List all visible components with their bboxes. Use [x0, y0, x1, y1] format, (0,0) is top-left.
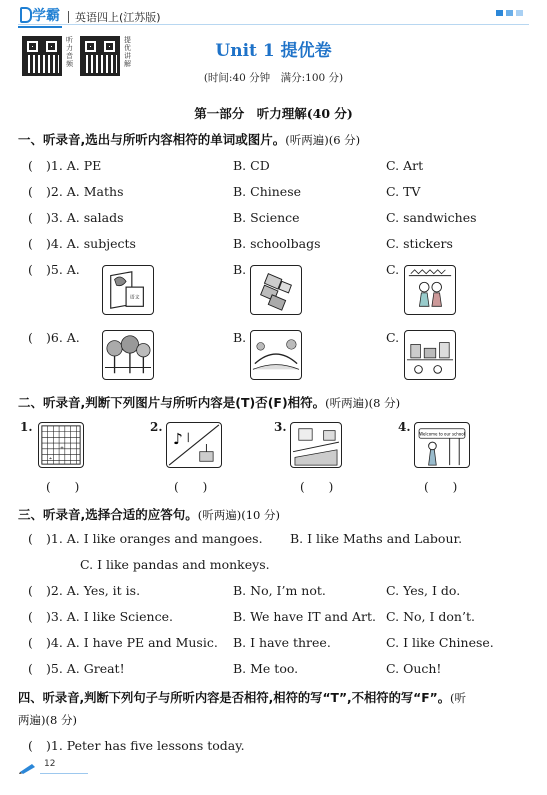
- qr-label-audio: 听力音频: [66, 36, 73, 68]
- answer-paren[interactable]: (: [28, 635, 33, 650]
- sign-text: Welcome to our school: [419, 431, 465, 437]
- option-c: C. Ouch!: [386, 661, 442, 676]
- option-b: B. We have IT and Art.: [233, 609, 376, 624]
- option-b: B. No, I’m not.: [233, 583, 326, 598]
- picture-art-book[interactable]: [102, 265, 154, 315]
- picture-timetable[interactable]: [38, 422, 84, 468]
- answer-paren[interactable]: (: [28, 210, 33, 225]
- s2-label-4: 4.: [398, 420, 411, 434]
- timetable-plus: +: [59, 445, 64, 451]
- option-c: C.: [386, 262, 400, 277]
- s3-item-1-c: C. I like pandas and monkeys.: [80, 557, 270, 572]
- section1-heading: [18, 130, 360, 148]
- brand-divider: [68, 11, 69, 23]
- option-a: )1. A. I like oranges and mangoes.: [46, 531, 263, 546]
- option-c: C. Yes, I do.: [386, 583, 461, 598]
- option-b: B. I like Maths and Labour.: [290, 531, 463, 546]
- section2-heading: [18, 393, 400, 411]
- option-b: B. Me too.: [233, 661, 299, 676]
- picture-bridge[interactable]: [250, 330, 302, 380]
- s2-label-1: 1.: [20, 420, 33, 434]
- option-a: )5. A.: [46, 262, 80, 277]
- answer-paren[interactable]: (: [28, 661, 33, 676]
- section4-note-line: [18, 712, 77, 728]
- picture-welcome-sign[interactable]: [414, 422, 470, 468]
- answer-paren[interactable]: (: [28, 236, 33, 251]
- picture-street[interactable]: [404, 330, 456, 380]
- page-title: Unit 1 提优卷: [215, 41, 332, 61]
- option-a: )4. A. subjects: [46, 236, 136, 251]
- header-divider: [18, 24, 529, 25]
- option-c: C. No, I don’t.: [386, 609, 475, 624]
- s2-label-3: 3.: [274, 420, 287, 434]
- picture-trees[interactable]: [102, 330, 154, 380]
- picture-schoolbags[interactable]: [250, 265, 302, 315]
- section1-note: (听两遍)(6 分): [285, 133, 361, 147]
- option-b: B. Chinese: [233, 184, 302, 199]
- section3-note: (听两遍)(10 分): [197, 508, 280, 522]
- option-c: C. TV: [386, 184, 421, 199]
- option-a: )2. A. Maths: [46, 184, 124, 199]
- picture-classroom[interactable]: [290, 422, 342, 468]
- option-b: B.: [233, 330, 247, 345]
- answer-paren[interactable]: (: [28, 738, 33, 753]
- option-b: B. Science: [233, 210, 300, 225]
- svg-text:♪: ♪: [172, 430, 183, 449]
- section4-note: 两遍)(8 分): [18, 713, 77, 727]
- option-c: C. stickers: [386, 236, 453, 251]
- section3-heading: [18, 505, 280, 523]
- option-c: C.: [386, 330, 400, 345]
- s2-answer-1[interactable]: ( ): [46, 480, 80, 494]
- section2-note: (听两遍)(8 分): [325, 396, 401, 410]
- answer-paren[interactable]: (: [28, 583, 33, 598]
- answer-paren[interactable]: (: [28, 158, 33, 173]
- option-a: )4. A. I have PE and Music.: [46, 635, 218, 650]
- option-a: )2. A. Yes, it is.: [46, 583, 141, 598]
- pencil-icon: [18, 762, 38, 777]
- header-dots: [496, 10, 523, 16]
- exam-meta: (时间:40 分钟 满分:100 分): [203, 72, 344, 84]
- option-b: B. I have three.: [233, 635, 331, 650]
- qr-label-explain: 提优讲解: [124, 36, 131, 68]
- book-label: 语文: [129, 295, 140, 301]
- option-c: C. I like Chinese.: [386, 635, 494, 650]
- answer-paren[interactable]: (: [28, 184, 33, 199]
- s2-answer-3[interactable]: ( ): [300, 480, 334, 494]
- option-a: )3. A. salads: [46, 210, 124, 225]
- answer-paren[interactable]: (: [28, 330, 33, 345]
- answer-paren[interactable]: (: [28, 262, 33, 277]
- option-a: )3. A. I like Science.: [46, 609, 173, 624]
- timetable-divide: ÷: [48, 456, 53, 462]
- footer-divider: [40, 773, 88, 774]
- option-b: B. schoolbags: [233, 236, 321, 251]
- section3-heading-text: 三、听录音,选择合适的应答句。: [18, 507, 198, 522]
- s2-answer-4[interactable]: ( ): [424, 480, 458, 494]
- book-subtitle: 英语四上(江苏版): [75, 10, 161, 24]
- brand-logo: 学霸: [18, 5, 62, 28]
- statement: )1. Peter has five lessons today.: [46, 738, 245, 753]
- section2-heading-text: 二、听录音,判断下列图片与所听内容是(T)否(F)相符。: [18, 395, 326, 410]
- section4-note-tail: (听: [450, 691, 467, 705]
- option-c: C. sandwiches: [386, 210, 477, 225]
- picture-no-music[interactable]: [166, 422, 222, 468]
- page-number: 12: [44, 759, 56, 769]
- option-b: B.: [233, 262, 247, 277]
- section4-heading-text: 四、听录音,判断下列句子与所听内容是否相符,相符的写“T”,不相符的写“F”。: [18, 691, 451, 705]
- answer-paren[interactable]: (: [28, 531, 33, 546]
- section1-heading-text: 一、听录音,选出与所听内容相符的单词或图片。: [18, 132, 286, 147]
- option-a: )5. A. Great!: [46, 661, 125, 676]
- option-a: )6. A.: [46, 330, 80, 345]
- picture-children[interactable]: [404, 265, 456, 315]
- option-c: C. Art: [386, 158, 424, 173]
- option-b: B. CD: [233, 158, 270, 173]
- s2-label-2: 2.: [150, 420, 163, 434]
- section4-heading: [18, 688, 538, 706]
- s2-answer-2[interactable]: ( ): [174, 480, 208, 494]
- option-a: )1. A. PE: [46, 158, 102, 173]
- part-heading: 第一部分 听力理解(40 分): [194, 106, 353, 121]
- answer-paren[interactable]: (: [28, 609, 33, 624]
